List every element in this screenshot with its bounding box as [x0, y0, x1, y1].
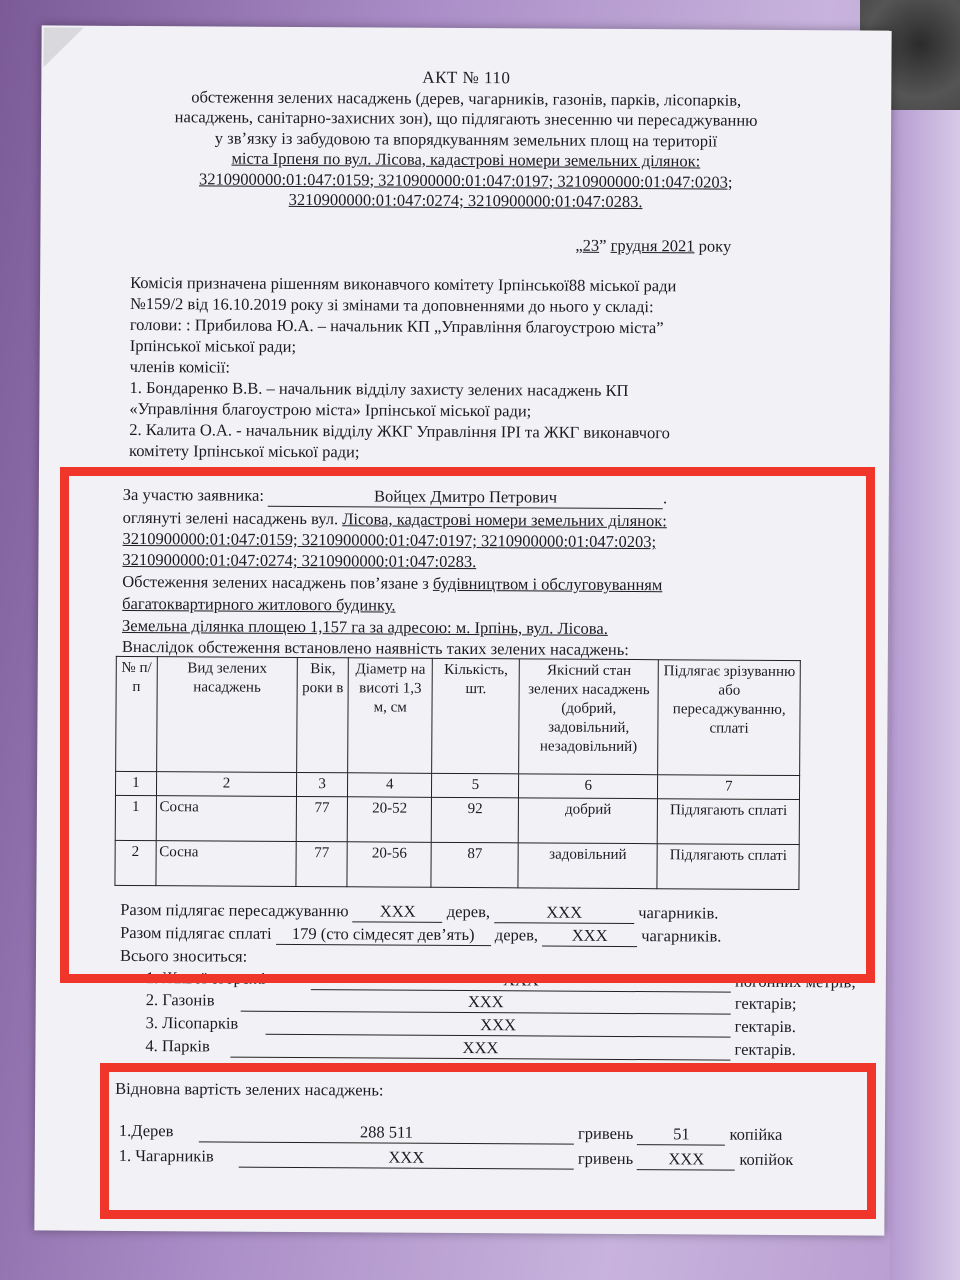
row-quantity: 92 [432, 797, 519, 843]
cost-shrubs: 1. Чагарників XXX гривень XXX копійок [118, 1145, 794, 1170]
header-cell-diameter: Діаметр на висоті 1,3 м, см [348, 658, 433, 774]
inspected-value-1: Лісова, кадастрові номери земельних ділянок: [342, 509, 667, 531]
totals-replant: Разом підлягає пересаджуванню XXX дерев, XXX чагарників. [120, 899, 719, 923]
row-species: Сосна [156, 841, 297, 887]
header-cell-condition: Якісний стан зелених насаджень (добрий, задовільний, незадовільний) [519, 659, 659, 775]
header-cell-number: № п/п [116, 656, 157, 771]
row-condition: задовільний [518, 843, 658, 889]
replant-shrubs-value: XXX [494, 901, 634, 924]
header-cell-age: Вік, роки в [297, 657, 348, 772]
result-intro: Внаслідок обстеження встановлено наявність таких зелених насаджень: [121, 636, 629, 660]
header-line-1: обстеження зелених насаджень (дерев, чагарників, газонів, парків, лісопарків, [191, 86, 742, 110]
header-cell-action: Підлягає зрізуванню або пересаджуванню, сплаті [658, 660, 800, 776]
row-diameter: 20-52 [347, 797, 432, 843]
replant-trees-value: XXX [353, 900, 443, 923]
header-line-3: у зв’язку із забудовою та впорядкуванням земельних площ на території [214, 127, 718, 151]
inspected-value-3: 3210900000:01:047:0274; 3210900000:01:047:0283. [122, 549, 477, 572]
purpose-value-1: будівництвом і обслуговуванням [432, 573, 663, 595]
cost-label: Відновна вартість зелених насаджень: [115, 1078, 384, 1100]
row-action: Підлягають сплаті [658, 799, 800, 845]
removed-item: 4. Парків XXX гектарів. [145, 1036, 796, 1060]
folded-corner [43, 27, 83, 67]
header-cadastral-1: 3210900000:01:047:0159; 3210900000:01:047:0197; 3210900000:01:047:0203; [198, 168, 733, 192]
row-action: Підлягають сплаті [657, 844, 799, 890]
row-quantity: 87 [431, 842, 518, 888]
col-number: 6 [519, 774, 658, 799]
cost-trees-kop: 51 [637, 1123, 725, 1146]
purpose-label: Обстеження зелених насаджень пов’язане з [122, 571, 429, 593]
folder-edge [890, 0, 960, 1280]
removed-item: 3. Лісопарків XXX гектарів. [145, 1013, 796, 1037]
commission-line-9: комітету Ірпінської міської ради; [129, 440, 360, 462]
row-species: Сосна [156, 796, 297, 842]
row-diameter: 20-56 [347, 842, 432, 888]
col-number: 5 [432, 773, 519, 798]
inspected-value-2: 3210900000:01:047:0159; 3210900000:01:047:0197; 3210900000:01:047:0203; [122, 528, 657, 552]
header-location: міста Ірпеня по вул. Лісова, кадастрові номери земельних ділянок: [231, 148, 701, 171]
col-number: 3 [297, 772, 348, 796]
pay-trees-value: 179 (сто сімдесят дев’ять) [276, 923, 491, 946]
header-cadastral-2: 3210900000:01:047:0274; 3210900000:01:047:0283. [288, 189, 643, 212]
col-number: 2 [156, 772, 297, 797]
cost-shrubs-value: XXX [239, 1146, 574, 1170]
commission-line-4: Ірпінської міської ради; [129, 335, 297, 356]
applicant-name: Войцех Дмитро Петрович [268, 485, 663, 509]
commission-line-3: голови: : Прибилова Ю.А. – начальник КП „Управління благоустрою міста” [129, 314, 664, 338]
act-title: АКТ № 110 [422, 67, 511, 88]
row-number: 1 [115, 795, 156, 840]
commission-line-6: 1. Бондаренко В.В. – начальник відділу захисту зелених насаджень КП [129, 377, 629, 401]
col-number: 1 [115, 771, 156, 795]
header-cell-type: Вид зелених насаджень [156, 657, 297, 773]
header-cell-quantity: Кількість, шт. [432, 658, 519, 774]
cost-trees-value: 288 511 [199, 1120, 574, 1144]
date-suffix: року [698, 236, 732, 256]
date-day: 23 [582, 235, 600, 255]
commission-section [129, 272, 676, 464]
row-age: 77 [296, 796, 347, 841]
row-number: 2 [115, 840, 156, 885]
land-plot: Земельна ділянка площею 1,157 га за адресою: м. Ірпінь, вул. Лісова. [121, 615, 608, 638]
totals-pay: Разом підлягає сплаті 179 (сто сімдесят дев’ять) дерев, XXX чагарників. [120, 922, 722, 946]
cost-trees: 1.Дерев 288 511 гривень 51 копійка [118, 1120, 783, 1144]
applicant-label: За участю заявника: [122, 484, 265, 505]
cost-shrubs-kop: XXX [637, 1148, 735, 1171]
date-month-year: грудня 2021 [610, 235, 695, 256]
act-date: „23” грудня 2021 року [575, 235, 732, 256]
commission-line-7: «Управління благоустрою міста» Ірпінської міської ради; [129, 398, 532, 421]
col-number: 7 [658, 775, 800, 800]
commission-line-2: №159/2 від 16.10.2019 року зі змінами та доповненнями до нього у складі: [129, 293, 654, 317]
col-number: 4 [347, 773, 432, 798]
removed-item: 2. Газонів XXX гектарів; [145, 990, 797, 1014]
highlight-box-cost [100, 1063, 876, 1219]
commission-line-5: членів комісії: [129, 356, 231, 377]
act-header [41, 65, 892, 214]
header-line-2: насаджень, санітарно-захисних зон), що підлягають знесенню чи пересаджуванню [174, 107, 758, 130]
commission-line-8: 2. Калита О.А. - начальник відділу ЖКГ Управління ІРІ та ЖКГ виконавчого [129, 419, 670, 443]
inspected-label: оглянуті зелені насаджень вул. [122, 507, 339, 529]
removed-label: Всього зноситься: [119, 945, 248, 966]
purpose-value-2: багатоквартирного житлового будинку. [122, 593, 396, 615]
removed-item: 1. Живої огорожі XXX погонних метрів; [145, 968, 856, 992]
commission-line-1: Комісія призначена рішенням виконавчого комітету Ірпінської88 міської ради [130, 272, 677, 296]
pay-shrubs-value: XXX [542, 924, 637, 947]
applicant-line: За участю заявника: Войцех Дмитро Петрович . [122, 484, 668, 508]
highlight-box-survey [60, 467, 875, 983]
row-age: 77 [296, 841, 347, 886]
row-condition: добрий [518, 798, 658, 844]
